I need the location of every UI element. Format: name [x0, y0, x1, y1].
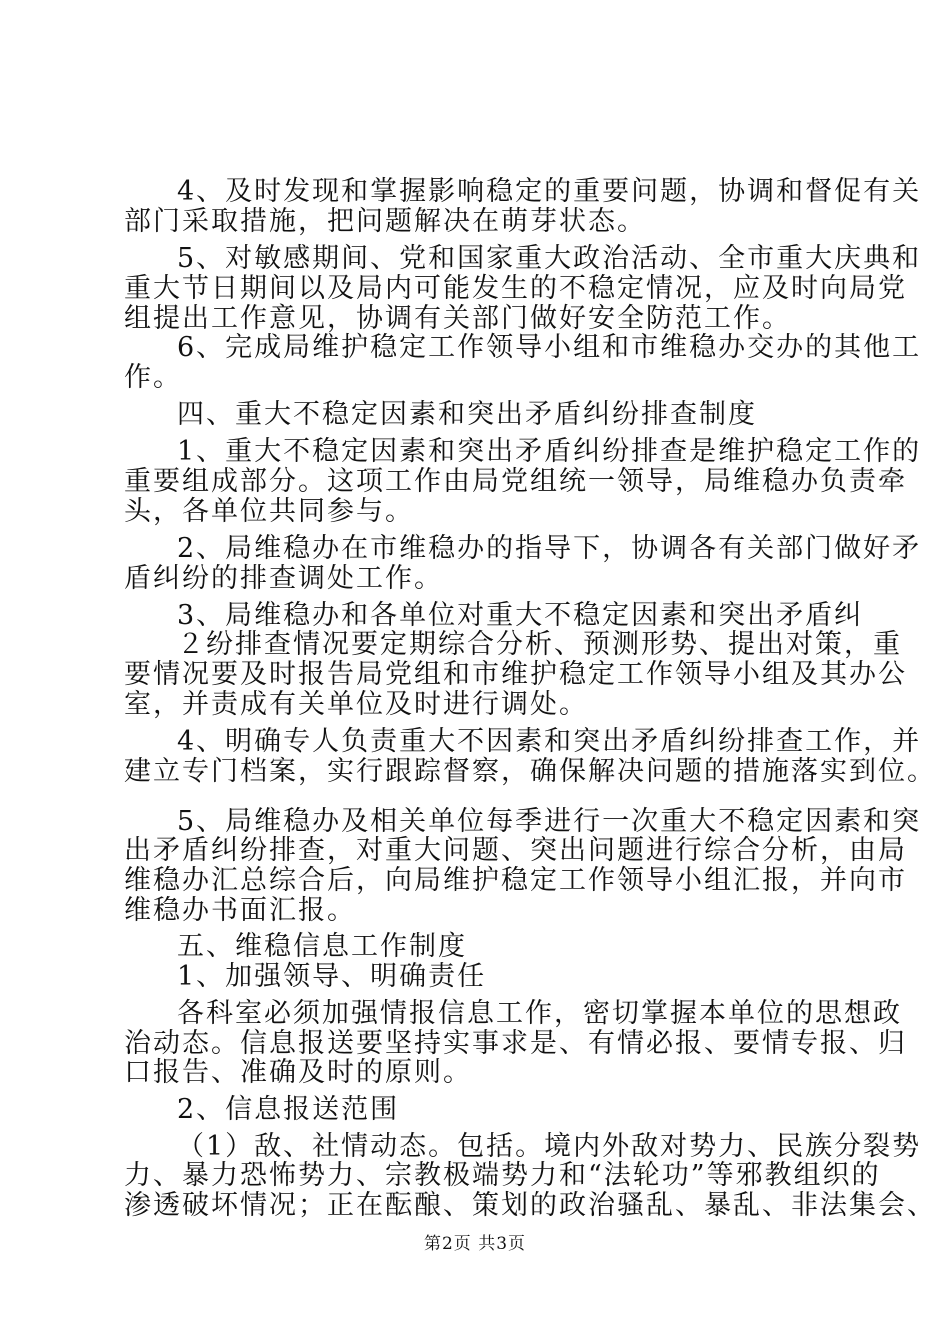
text-line: 作。: [124, 362, 182, 393]
page-number: 第2页 共3页: [423, 1234, 527, 1254]
text-line: （1）敌、社情动态。包括。境内外敌对势力、民族分裂势: [177, 1131, 922, 1162]
page-footer: [0, 1233, 950, 1255]
text-line: 力、暴力恐怖势力、宗教极端势力和“法轮功”等邪教组织的: [124, 1160, 881, 1191]
text-line: 室，并责成有关单位及时进行调处。: [124, 689, 588, 720]
text-line: 6、完成局维护稳定工作领导小组和市维稳办交办的其他工: [177, 332, 922, 363]
text-line: 部门采取措施，把问题解决在萌芽状态。: [124, 206, 646, 237]
text-line: 4、明确专人负责重大不因素和突出矛盾纠纷排查工作，并: [177, 726, 922, 757]
text-line: 盾纠纷的排查调处工作。: [124, 563, 443, 594]
text-line: 维稳办汇总综合后，向局维护稳定工作领导小组汇报，并向市: [124, 865, 907, 896]
text-line: 5、局维稳办及相关单位每季进行一次重大不稳定因素和突: [177, 806, 922, 837]
text-line: 口报告、准确及时的原则。: [124, 1057, 472, 1088]
text-line: 4、及时发现和掌握影响稳定的重要问题，协调和督促有关: [177, 176, 922, 207]
text-line: 重大节日期间以及局内可能发生的不稳定情况，应及时向局党: [124, 273, 907, 304]
text-line: 重要组成部分。这项工作由局党组统一领导，局维稳办负责牵: [124, 466, 907, 497]
text-line: 渗透破坏情况；正在酝酿、策划的政治骚乱、暴乱、非法集会、: [124, 1190, 936, 1221]
text-line: 头，各单位共同参与。: [124, 496, 414, 527]
text-line: 2、局维稳办在市维稳办的指导下，协调各有关部门做好矛: [177, 533, 922, 564]
text-line: 治动态。信息报送要坚持实事求是、有情必报、要情专报、归: [124, 1028, 907, 1059]
text-line: 出矛盾纠纷排查，对重大问题、突出问题进行综合分析，由局: [124, 835, 907, 866]
text-line: 1、重大不稳定因素和突出矛盾纠纷排查是维护稳定工作的: [177, 436, 922, 467]
section-heading: 五、维稳信息工作制度: [177, 931, 467, 962]
text-line: 1、加强领导、明确责任: [177, 961, 487, 992]
text-line: 各科室必须加强情报信息工作，密切掌握本单位的思想政: [177, 998, 902, 1029]
text-line: 建立专门档案，实行跟踪督察，确保解决问题的措施落实到位。: [124, 756, 936, 787]
text-line: 维稳办书面汇报。: [124, 895, 356, 926]
text-line: 3、局维稳办和各单位对重大不稳定因素和突出矛盾纠: [177, 600, 864, 631]
section-heading: 四、重大不稳定因素和突出矛盾纠纷排查制度: [177, 399, 757, 430]
text-line: ２纷排查情况要定期综合分析、预测形势、提出对策，重: [177, 629, 902, 660]
text-line: 要情况要及时报告局党组和市维护稳定工作领导小组及其办公: [124, 659, 907, 690]
text-line: 2、信息报送范围: [177, 1094, 400, 1125]
text-line: 组提出工作意见，协调有关部门做好安全防范工作。: [124, 303, 791, 334]
text-line: 5、对敏感期间、党和国家重大政治活动、全市重大庆典和: [177, 243, 922, 274]
